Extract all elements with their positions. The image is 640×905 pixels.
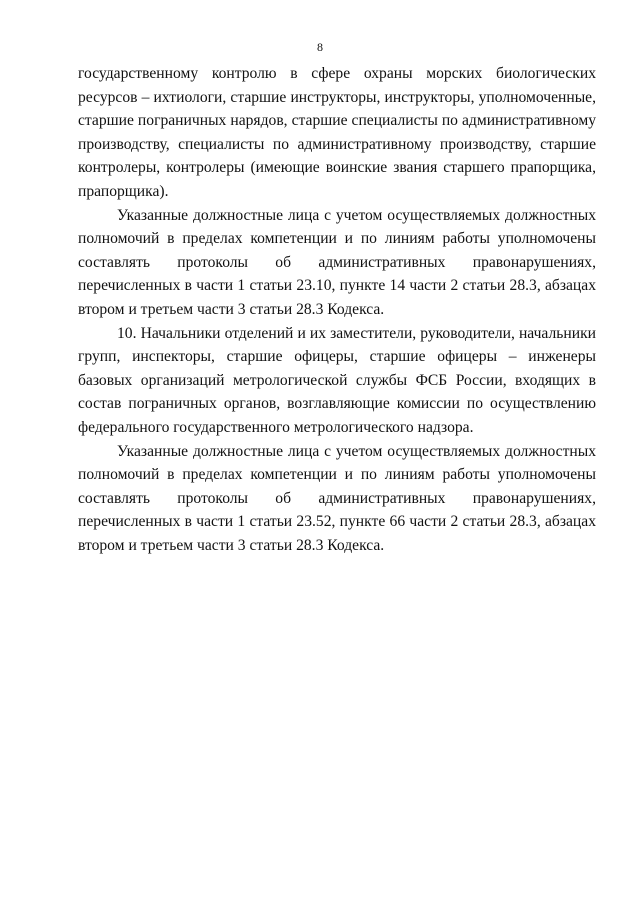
paragraph-continuation: государственному контролю в сфере охраны морских биологических ресурсов – ихтиологи, старшие инструкторы, инструкторы, уполномоченные, старшие пограничных нарядов, старшие специалисты по административному производству, специалисты по административному производству, старшие контролеры, контролеры (имеющие воинские звания старшего прапорщика, прапорщика). <box>78 65 596 200</box>
paragraph-item-10: 10. Начальники отделений и их заместители, руководители, начальники групп, инспекторы, старшие офицеры, старшие офицеры – инженеры базовых организаций метрологической службы ФСБ России, входящих в состав пограничных органов, возглавляющие комиссии по осуществлению федерального государственного метрологического надзора. <box>78 324 596 436</box>
document-body <box>78 62 596 557</box>
paragraph-authority-note-1: Указанные должностные лица с учетом осуществляемых должностных полномочий в пределах компетенции и по линиям работы уполномочены составлять протоколы об административных правонарушениях, перечисленных в части 1 статьи 23.10, пункте 14 части 2 статьи 28.3, абзацах втором и третьем части 3 статьи 28.3 Кодекса. <box>78 206 596 318</box>
paragraph-authority-note-2: Указанные должностные лица с учетом осуществляемых должностных полномочий в пределах компетенции и по линиям работы уполномочены составлять протоколы об административных правонарушениях, перечисленных в части 1 статьи 23.52, пункте 66 части 2 статьи 28.3, абзацах втором и третьем части 3 статьи 28.3 Кодекса. <box>78 442 596 554</box>
page-number: 8 <box>317 40 323 54</box>
